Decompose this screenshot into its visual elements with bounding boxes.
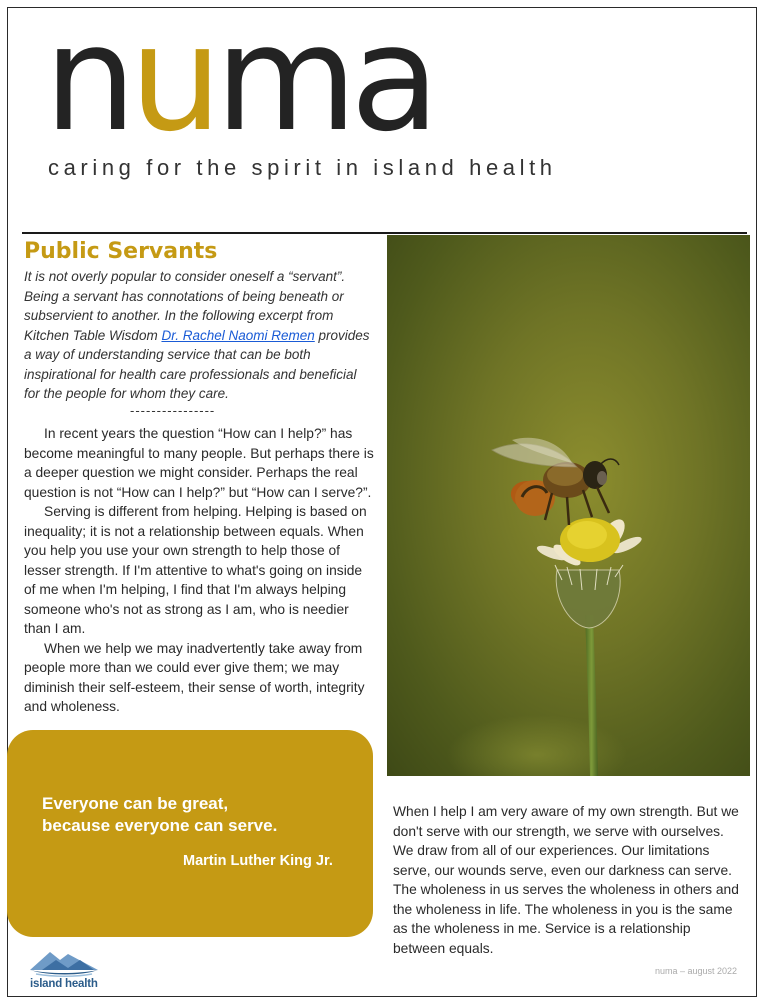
header-divider (22, 232, 747, 234)
article-continuation: When I help I am very aware of my own strength. But we don't serve with our strength, we serve with ourselves. We draw from all of our experiences. Our limitations serve, our wounds serve, even our darkness can serve. The wholeness in us serves the wholeness in others and the wholeness in life. The wholeness in you is the same as the wholeness in me. Service is a relationship between equals. (393, 804, 739, 956)
separator: ---------------- (130, 403, 216, 418)
quote-text: Everyone can be great, because everyone can serve. (42, 794, 278, 835)
island-health-label: island health (30, 978, 98, 990)
article-title: Public Servants (24, 239, 218, 264)
paragraph: In recent years the question “How can I help?” has become meaningful to many people. But perhaps there is a deeper question we might consider. Perhaps the real question is not “How can I help?” but “How can I serve?”. (24, 426, 374, 500)
paragraph: Serving is different from helping. Helping is based on inequality; it is not a relationship between equals. When you help you use your own strength to help those of lesser strength. If I'm attentive to what's going on inside of me when I'm helping, I find that I'm always helping someone who's not as strong as I am, who is needier than I am. (24, 504, 367, 636)
numa-logo: numa (44, 0, 433, 164)
article-intro: It is not overly popular to consider oneself a “servant”. Being a servant has connotations of being beneath or subservient to another. In the following excerpt from Kitchen Table Wisdom Dr. Rachel Naomi Remen provides a way of understanding service that can be both inspirational for health care professionals and beneficial for the people for whom they care. (24, 269, 370, 401)
footer-issue: numa – august 2022 (655, 966, 738, 976)
bee-on-flower-photo (387, 235, 750, 776)
paragraph: When we help we may inadvertently take away from people more than we could ever give them; we may diminish their self-esteem, their sense of worth, integrity and wholeness. (24, 640, 365, 714)
tagline: caring for the spirit in island health (48, 155, 557, 180)
quote-attribution: Martin Luther King Jr. (183, 853, 333, 869)
author-link[interactable]: Dr. Rachel Naomi Remen (161, 327, 315, 343)
article-body (24, 424, 376, 717)
